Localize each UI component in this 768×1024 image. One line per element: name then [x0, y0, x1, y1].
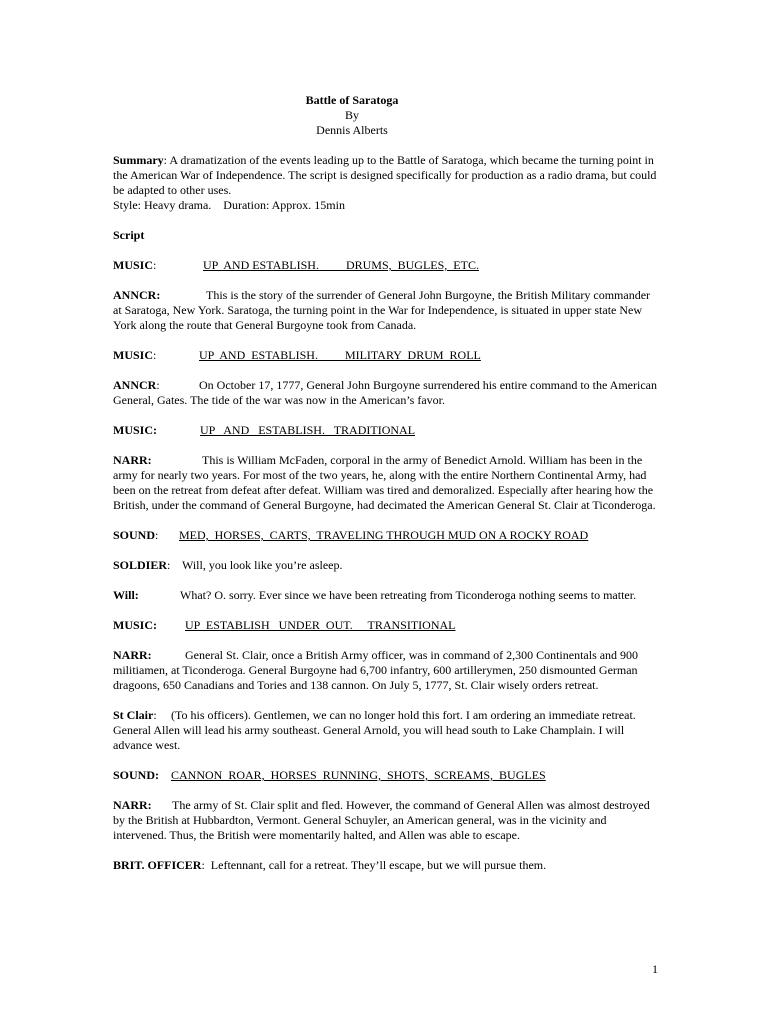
cue-st-clair — [113, 708, 658, 753]
cue-text: UP ESTABLISH UNDER OUT. TRANSITIONAL — [185, 618, 456, 632]
byline-by: By — [344, 108, 359, 122]
cue-text: This is the story of the surrender of General John Burgoyne, the British Military commander at Saratoga, New York. Saratoga, the turning point in the War for Independence, is situated in upper state New York along the route that General Burgoyne took from Canada. — [113, 288, 651, 332]
document-title: Battle of Saratoga — [305, 93, 399, 107]
cue-text: UP AND ESTABLISH. TRADITIONAL — [200, 423, 416, 437]
cue-colon: : — [153, 348, 157, 362]
cue-music — [113, 423, 658, 438]
cue-label: MUSIC — [113, 258, 154, 272]
cue-text: On October 17, 1777, General John Burgoyne surrendered his entire command to the American General, Gates. The tide of the war was now in the American’s favor. — [113, 378, 657, 407]
cue-colon: : — [153, 258, 157, 272]
cue-label: NARR: — [113, 453, 152, 467]
script-content — [113, 93, 658, 888]
cue-label: ANNCR — [113, 378, 157, 392]
title-block — [113, 93, 591, 138]
cue-label: ANNCR: — [113, 288, 161, 302]
summary-text: : A dramatization of the events leading up to the Battle of Saratoga, which became the turning point in the American War of Independence. The script is designed specifically for production as a radio drama, but could be adapted to other uses. — [113, 153, 657, 197]
cue-narr — [113, 453, 658, 513]
cue-label: BRIT. OFFICER — [113, 858, 202, 872]
cue-label: MUSIC: — [113, 618, 157, 632]
cue-text: General St. Clair, once a British Army officer, was in command of 2,300 Continentals and 900 militiamen, at Ticonderoga. General Burgoyne had 6,700 infantry, 600 artillerymen, 250 dismounted German dragoons, 650 Canadians and Tories and 138 cannon. On July 5, 1777, St. Clair wisely orders retreat. — [113, 648, 639, 692]
cue-label: SOLDIER — [113, 558, 168, 572]
cue-colon: : — [167, 558, 171, 572]
cue-label: MUSIC — [113, 348, 154, 362]
cue-label: SOUND: — [113, 768, 160, 782]
cue-label: NARR: — [113, 798, 152, 812]
cue-music — [113, 618, 658, 633]
cue-text: UP AND ESTABLISH. MILITARY DRUM ROLL — [199, 348, 481, 362]
cue-colon: : — [155, 528, 159, 542]
summary-label: Summary — [113, 153, 164, 167]
cue-text: MED, HORSES, CARTS, TRAVELING THROUGH MUD ON A ROCKY ROAD — [179, 528, 589, 542]
cue-label: Will: — [113, 588, 139, 602]
cue-text: UP AND ESTABLISH. DRUMS, BUGLES, ETC. — [203, 258, 479, 272]
cue-narr — [113, 798, 658, 843]
cue-colon: : — [153, 708, 157, 722]
cue-text: What? O. sorry. Ever since we have been retreating from Ticonderoga nothing seems to matter. — [180, 588, 637, 602]
summary-paragraph — [113, 153, 658, 213]
cue-text: This is William McFaden, corporal in the army of Benedict Arnold. William has been in the army for nearly two years. For most of the two years, he, along with the entire Northern Continental Army, had been on the retreat from defeat after defeat. William was tired and demoralized. Especially after hearing how the British, under the command of General Burgoyne, had decimated the American General St. Clair at Ticonderoga. — [113, 453, 656, 512]
style-duration-line: Style: Heavy drama. Duration: Approx. 15min — [113, 198, 345, 212]
cue-brit-officer — [113, 858, 658, 873]
page-number: 1 — [652, 962, 658, 976]
cue-colon: : — [156, 378, 160, 392]
author-name: Dennis Alberts — [316, 123, 388, 137]
cue-narr — [113, 648, 658, 693]
cue-text: CANNON ROAR, HORSES RUNNING, SHOTS, SCREAMS, BUGLES — [171, 768, 546, 782]
cue-music — [113, 348, 658, 363]
cue-text: Leftennant, call for a retreat. They’ll escape, but we will pursue them. — [210, 858, 547, 872]
cue-text: The army of St. Clair split and fled. However, the command of General Allen was almost destroyed by the British at Hubbardton, Vermont. General Schuyler, an American general, was in the vicinity and intervened. Thus, the British were momentarily halted, and Allen was able to escape. — [113, 798, 650, 842]
cue-colon: : — [201, 858, 205, 872]
cue-label: SOUND — [113, 528, 156, 542]
script-heading: Script — [113, 228, 145, 242]
cue-anncr — [113, 288, 658, 333]
cue-text: (To his officers). Gentlemen, we can no longer hold this fort. I am ordering an immediate retreat. General Allen will lead his army southeast. General Arnold, you will head south to Lake Champlain. I will advance west. — [113, 708, 636, 752]
cue-sound — [113, 528, 658, 543]
cue-anncr — [113, 378, 658, 408]
cue-label: St Clair — [113, 708, 154, 722]
cue-label: MUSIC: — [113, 423, 157, 437]
cue-will — [113, 588, 658, 603]
cue-label: NARR: — [113, 648, 152, 662]
cue-sound — [113, 768, 658, 783]
cue-text: Will, you look like you’re asleep. — [182, 558, 343, 572]
cue-music — [113, 258, 658, 273]
cue-soldier — [113, 558, 658, 573]
